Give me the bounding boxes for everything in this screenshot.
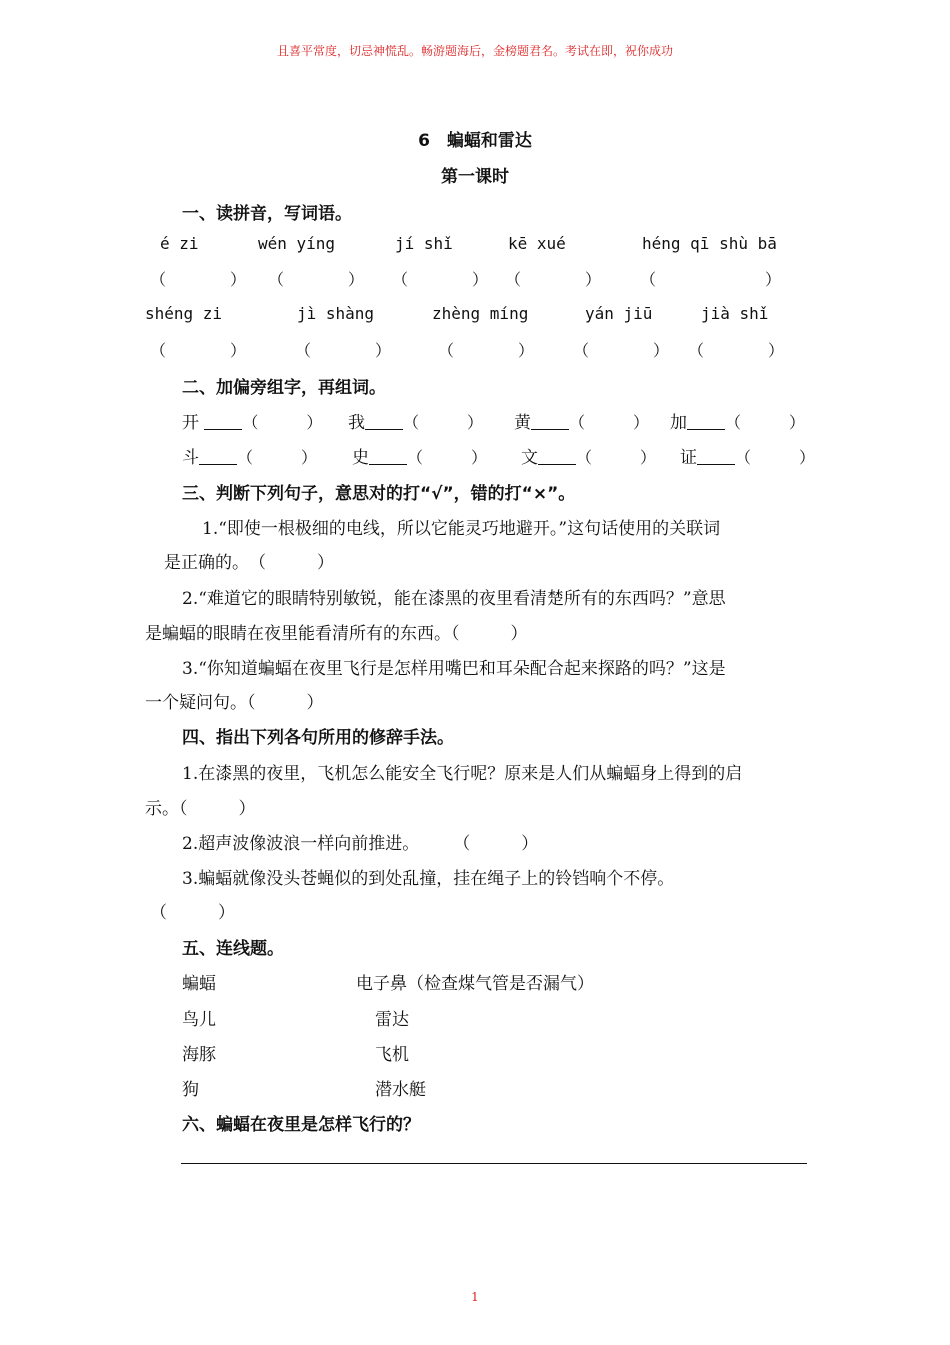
pinyin-1-1: é zi [160, 234, 199, 253]
question-text: 1.“即使一根极细的电线，所以它能灵巧地避开。”这句话使用的关联词 [202, 519, 721, 539]
radical-item [670, 408, 805, 433]
radical-item [182, 408, 322, 433]
answer-blank[interactable]: （ ） [392, 270, 489, 289]
answer-blank[interactable]: （ ） [407, 448, 488, 467]
blank-line[interactable] [697, 448, 735, 465]
lesson-subtitle: 第一课时 [441, 167, 509, 187]
answer-blank[interactable]: （ ） [150, 341, 247, 360]
match-left-item[interactable]: 狗 [182, 1080, 199, 1100]
base-char: 斗 [182, 448, 199, 468]
section3-heading: 三、判断下列句子，意思对的打“√”，错的打“×”。 [182, 484, 576, 504]
blank-line[interactable] [365, 413, 403, 430]
match-right-item[interactable]: 飞机 [375, 1045, 409, 1065]
base-char: 史 [352, 448, 369, 468]
radical-item [521, 443, 656, 468]
match-right-item[interactable]: 电子鼻（检查煤气管是否漏气） [356, 974, 594, 994]
section1-heading: 一、读拼音，写词语。 [182, 204, 352, 224]
radical-item [680, 443, 815, 468]
answer-blank[interactable]: （ ） [237, 448, 318, 467]
base-char: 加 [670, 413, 687, 433]
question-text: 是正确的。 （ ） [164, 553, 334, 573]
match-left-item[interactable]: 蝙蝠 [182, 974, 216, 994]
blank-line[interactable] [538, 448, 576, 465]
question-text: 2.“难道它的眼睛特别敏锐，能在漆黑的夜里看清楚所有的东西吗？”意思 [182, 589, 726, 609]
blank-line[interactable] [199, 448, 237, 465]
answer-blank[interactable]: （ ） [725, 413, 806, 432]
pinyin-2-4: yán jiū [585, 304, 653, 323]
question-text: （ ） [150, 903, 235, 923]
match-right-item[interactable]: 雷达 [375, 1010, 409, 1030]
radical-item [348, 408, 483, 433]
match-right-item[interactable]: 潜水艇 [375, 1080, 426, 1100]
match-left-item[interactable]: 海豚 [182, 1045, 216, 1065]
base-char: 我 [348, 413, 365, 433]
answer-blank[interactable]: （ ） [403, 413, 484, 432]
answer-blank[interactable]: （ ） [735, 448, 816, 467]
pinyin-1-3: jí shǐ [395, 234, 453, 253]
question-text: 一个疑问句。（ ） [145, 693, 324, 713]
pinyin-2-3: zhèng míng [432, 304, 529, 323]
base-char: 文 [521, 448, 538, 468]
section4-heading: 四、指出下列各句所用的修辞手法。 [182, 728, 454, 748]
answer-blank[interactable]: （ ） [268, 270, 365, 289]
question-text: 是蝙蝠的眼睛在夜里能看清所有的东西。（ ） [145, 624, 528, 644]
page-header: 且喜平常度，切忌神慌乱。畅游题海后，金榜题君名。考试在即，祝你成功 [276, 44, 673, 58]
question-text: 2.超声波像波浪一样向前推进。 （ ） [182, 834, 539, 854]
blank-line[interactable] [369, 448, 407, 465]
answer-blank[interactable]: （ ） [576, 448, 657, 467]
base-char: 黄 [514, 413, 531, 433]
answer-line[interactable] [181, 1163, 807, 1164]
radical-item [514, 408, 649, 433]
answer-blank[interactable]: （ ） [640, 270, 791, 289]
answer-blank[interactable]: （ ） [573, 341, 670, 360]
question-text: 3.“你知道蝙蝠在夜里飞行是怎样用嘴巴和耳朵配合起来探路的吗？”这是 [182, 659, 726, 679]
pinyin-2-1: shéng zi [145, 304, 223, 323]
answer-blank[interactable]: （ ） [505, 270, 602, 289]
section5-heading: 五、连线题。 [182, 939, 284, 959]
section6-heading: 六、蝙蝠在夜里是怎样飞行的？ [182, 1115, 420, 1135]
radical-item [182, 443, 317, 468]
question-text: 1.在漆黑的夜里，飞机怎么能安全飞行呢？原来是人们从蝙蝠身上得到的启 [182, 764, 743, 784]
answer-blank[interactable]: （ ） [295, 341, 392, 360]
question-text: 3.蝙蝠就像没头苍蝇似的到处乱撞，挂在绳子上的铃铛响个不停。 [182, 869, 675, 889]
answer-blank[interactable]: （ ） [150, 270, 247, 289]
pinyin-1-4: kē xué [508, 234, 566, 253]
match-left-item[interactable]: 鸟儿 [182, 1010, 216, 1030]
pinyin-2-2: jì shàng [297, 304, 375, 323]
blank-line[interactable] [204, 413, 242, 430]
question-text: 示。（ ） [145, 799, 256, 819]
blank-line[interactable] [531, 413, 569, 430]
base-char: 开 [182, 413, 199, 433]
blank-line[interactable] [687, 413, 725, 430]
section2-heading: 二、加偏旁组字，再组词。 [182, 378, 386, 398]
pinyin-1-2: wén yíng [258, 234, 336, 253]
answer-blank[interactable]: （ ） [242, 413, 323, 432]
lesson-title: 6 蝙蝠和雷达 [418, 131, 532, 151]
pinyin-2-5: jià shǐ [701, 304, 769, 323]
page-number: 1 [471, 1290, 479, 1304]
answer-blank[interactable]: （ ） [688, 341, 785, 360]
base-char: 证 [680, 448, 697, 468]
answer-blank[interactable]: （ ） [569, 413, 650, 432]
radical-item [352, 443, 487, 468]
pinyin-1-5: héng qī shù bā [642, 234, 777, 253]
answer-blank[interactable]: （ ） [438, 341, 535, 360]
